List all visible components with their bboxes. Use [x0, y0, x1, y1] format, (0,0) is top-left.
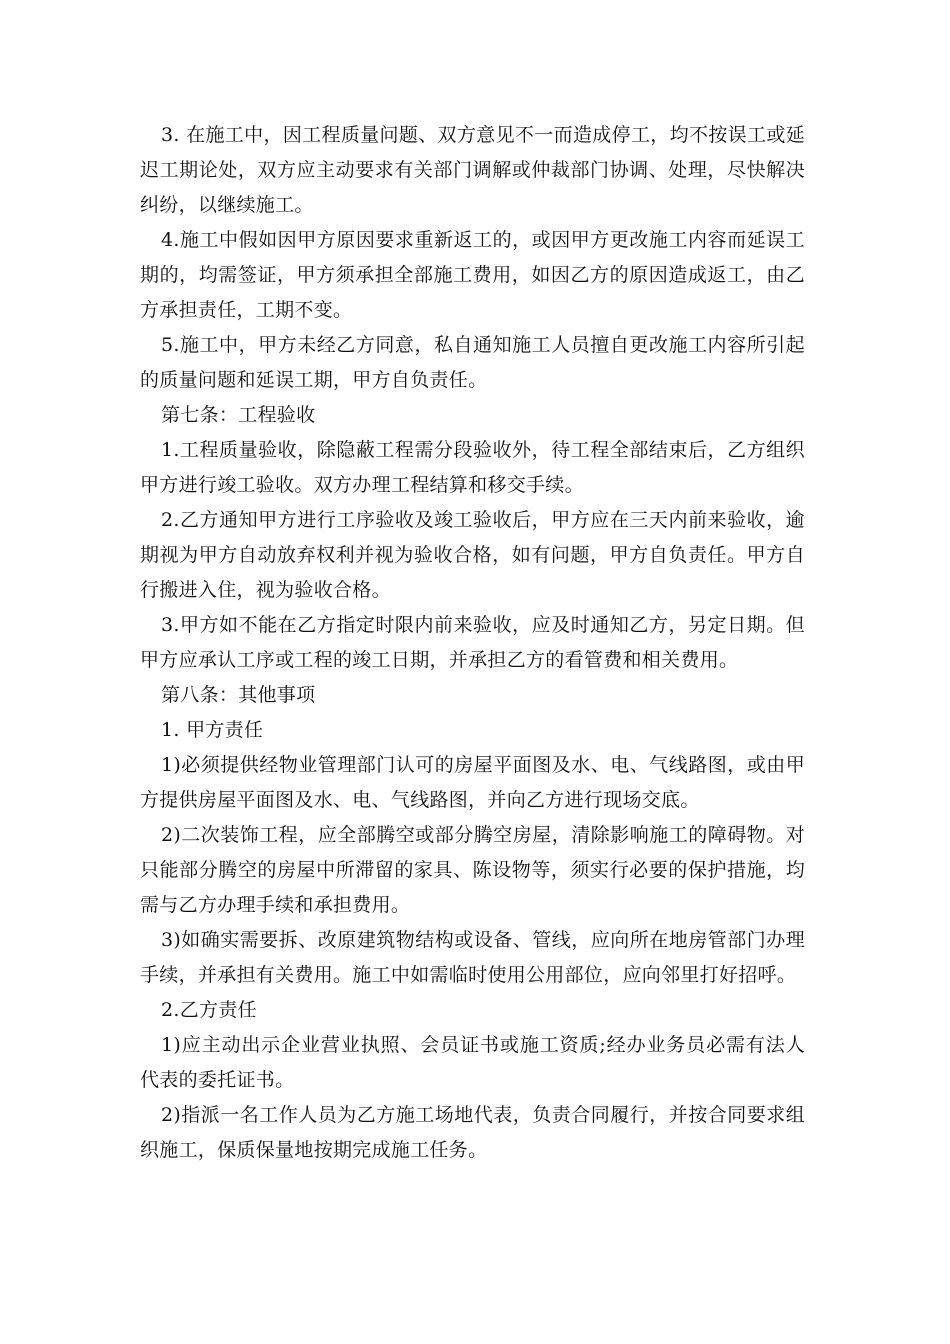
paragraph-clause-3-stoppage: 3. 在施工中，因工程质量问题、双方意见不一而造成停工，均不按误工或延迟工期论处，双方应主动要求有关部门调解或仲裁部门协调、处理，尽快解决纠纷，以继续施工。 — [140, 124, 805, 216]
subheading-party-a-responsibility: 1. 甲方责任 — [161, 719, 264, 741]
paragraph-acceptance-2: 2.乙方通知甲方进行工序验收及竣工验收后，甲方应在三天内前来验收，逾期视为甲方自动放弃权利并视为验收合格，如有问题，甲方自负责任。甲方自行搬进入住，视为验收合格。 — [140, 509, 805, 601]
section-heading-article-7: 第七条：工程验收 — [161, 404, 316, 426]
paragraph-clause-5-unauthorized-changes: 5.施工中，甲方未经乙方同意，私自通知施工人员擅自更改施工内容所引起的质量问题和延误工期，甲方自负责任。 — [140, 334, 805, 391]
paragraph-party-a-item-3: 3)如确实需要拆、改原建筑物结构或设备、管线，应向所在地房管部门办理手续，并承担有关费用。施工中如需临时使用公用部位，应向邻里打好招呼。 — [140, 929, 805, 986]
paragraph-party-b-item-1: 1)应主动出示企业营业执照、会员证书或施工资质;经办业务员必需有法人代表的委托证书。 — [140, 1034, 805, 1091]
paragraph-party-a-item-1: 1)必须提供经物业管理部门认可的房屋平面图及水、电、气线路图，或由甲方提供房屋平面图及水、电、气线路图，并向乙方进行现场交底。 — [140, 754, 805, 811]
section-heading-article-8: 第八条：其他事项 — [161, 684, 316, 706]
paragraph-acceptance-3: 3.甲方如不能在乙方指定时限内前来验收，应及时通知乙方，另定日期。但甲方应承认工序或工程的竣工日期，并承担乙方的看管费和相关费用。 — [140, 614, 805, 671]
paragraph-clause-4-rework: 4.施工中假如因甲方原因要求重新返工的，或因甲方更改施工内容而延误工期的，均需签证，甲方须承担全部施工费用，如因乙方的原因造成返工，由乙方承担责任，工期不变。 — [140, 229, 805, 321]
subheading-party-b-responsibility: 2.乙方责任 — [161, 999, 257, 1021]
document-body — [140, 118, 805, 1168]
paragraph-party-b-item-2: 2)指派一名工作人员为乙方施工场地代表，负责合同履行，并按合同要求组织施工，保质保量地按期完成施工任务。 — [140, 1104, 805, 1161]
paragraph-acceptance-1: 1.工程质量验收，除隐蔽工程需分段验收外，待工程全部结束后，乙方组织甲方进行竣工验收。双方办理工程结算和移交手续。 — [140, 439, 805, 496]
paragraph-party-a-item-2: 2)二次装饰工程，应全部腾空或部分腾空房屋，清除影响施工的障碍物。对只能部分腾空的房屋中所滞留的家具、陈设物等，须实行必要的保护措施，均需与乙方办理手续和承担费用。 — [140, 824, 805, 916]
